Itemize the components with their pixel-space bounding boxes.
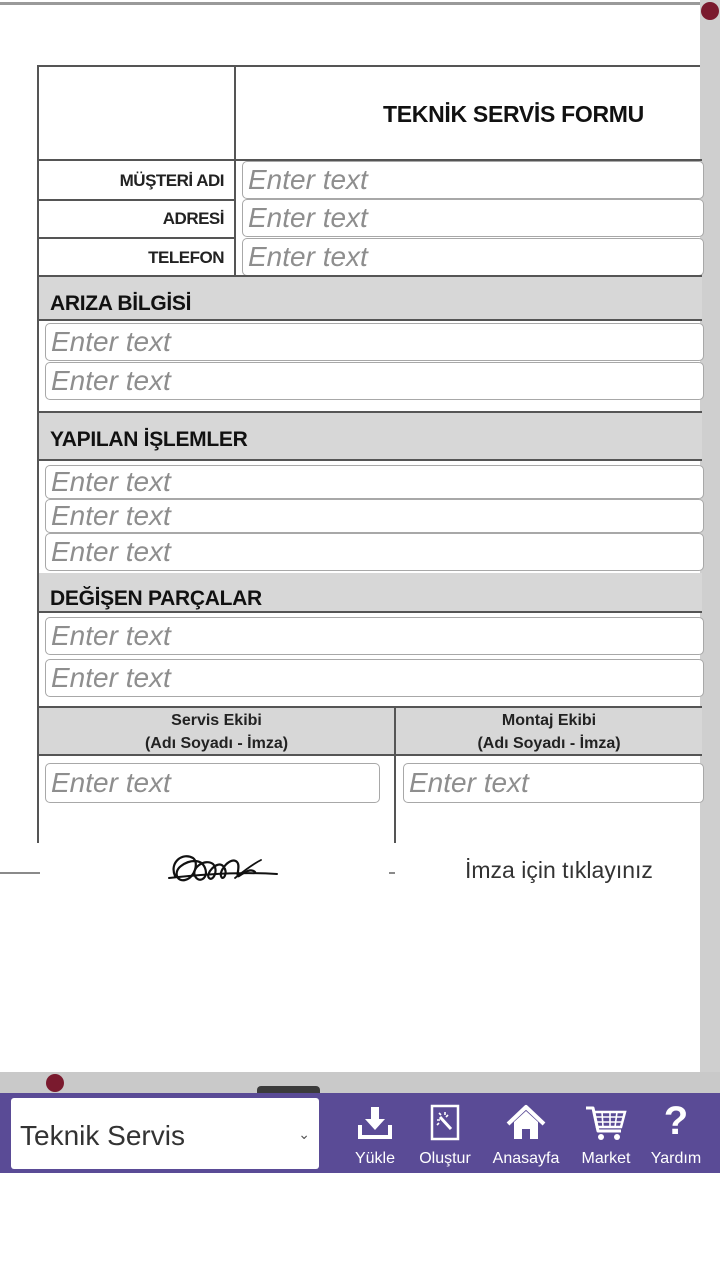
install-team-field[interactable]	[403, 763, 704, 803]
upload-label: Yükle	[354, 1150, 396, 1167]
service-team-subtitle: (Adı Soyadı - İmza)	[144, 735, 289, 752]
address-label: ADRESİ	[162, 209, 224, 228]
help-button[interactable]	[641, 1099, 711, 1169]
operations-field-2[interactable]	[45, 499, 704, 533]
signature-rule	[0, 872, 40, 874]
service-form	[37, 65, 700, 845]
home-icon	[505, 1103, 547, 1143]
form-divider-vertical	[234, 67, 236, 277]
market-label: Market	[581, 1150, 631, 1167]
home-label: Anasayfa	[492, 1150, 560, 1167]
operations-field-3[interactable]	[45, 533, 704, 571]
fault-field-2[interactable]	[45, 362, 704, 400]
service-team-header	[39, 709, 394, 755]
signature-image[interactable]	[165, 848, 280, 892]
form-divider	[39, 754, 702, 756]
help-icon: ?	[663, 1099, 689, 1143]
form-divider	[39, 319, 702, 321]
signature-rule	[389, 872, 395, 874]
operations-field-1[interactable]	[45, 465, 704, 499]
download-icon	[355, 1103, 395, 1143]
template-select-value: Teknik Servis	[20, 1120, 185, 1151]
page-top-edge	[0, 2, 700, 5]
phone-label: TELEFON	[148, 248, 224, 267]
install-team-title: Montaj Ekibi	[501, 712, 597, 729]
install-team-header	[396, 709, 702, 755]
parts-field-2[interactable]	[45, 659, 704, 697]
resize-handle-bottom-left[interactable]	[46, 1074, 64, 1092]
install-team-subtitle: (Adı Soyadı - İmza)	[477, 735, 621, 752]
chevron-down-icon: ⌄	[298, 1126, 310, 1142]
parts-section-title: DEĞİŞEN PARÇALAR	[50, 587, 262, 610]
service-team-title: Servis Ekibi	[171, 712, 262, 729]
form-divider	[39, 199, 236, 201]
create-label: Oluştur	[419, 1150, 471, 1167]
form-title: TEKNİK SERVİS FORMU	[383, 101, 644, 127]
parts-field-1[interactable]	[45, 617, 704, 655]
toolbar-strip	[0, 1072, 720, 1094]
fault-section-title: ARIZA BİLGİSİ	[50, 292, 192, 315]
create-document-icon	[425, 1103, 465, 1143]
create-button[interactable]	[410, 1099, 480, 1169]
customer-name-field[interactable]	[242, 161, 704, 199]
upload-button[interactable]	[340, 1099, 410, 1169]
form-divider	[39, 611, 702, 613]
help-label: Yardım	[650, 1150, 702, 1167]
form-divider	[39, 237, 236, 239]
fault-field-1[interactable]	[45, 323, 704, 361]
service-team-field[interactable]	[45, 763, 380, 803]
template-select[interactable]	[11, 1098, 319, 1169]
form-divider	[39, 459, 702, 461]
phone-field[interactable]	[242, 238, 704, 276]
signature-prompt[interactable]: İmza için tıklayınız	[465, 857, 653, 883]
shopping-cart-icon	[584, 1103, 628, 1143]
market-button[interactable]	[571, 1099, 641, 1169]
home-button[interactable]	[491, 1099, 561, 1169]
address-field[interactable]	[242, 199, 704, 237]
customer-name-label: MÜŞTERİ ADI	[119, 171, 224, 190]
operations-section-title: YAPILAN İŞLEMLER	[50, 428, 248, 451]
resize-handle-top-right[interactable]	[701, 2, 719, 20]
bottom-toolbar	[0, 1093, 720, 1173]
